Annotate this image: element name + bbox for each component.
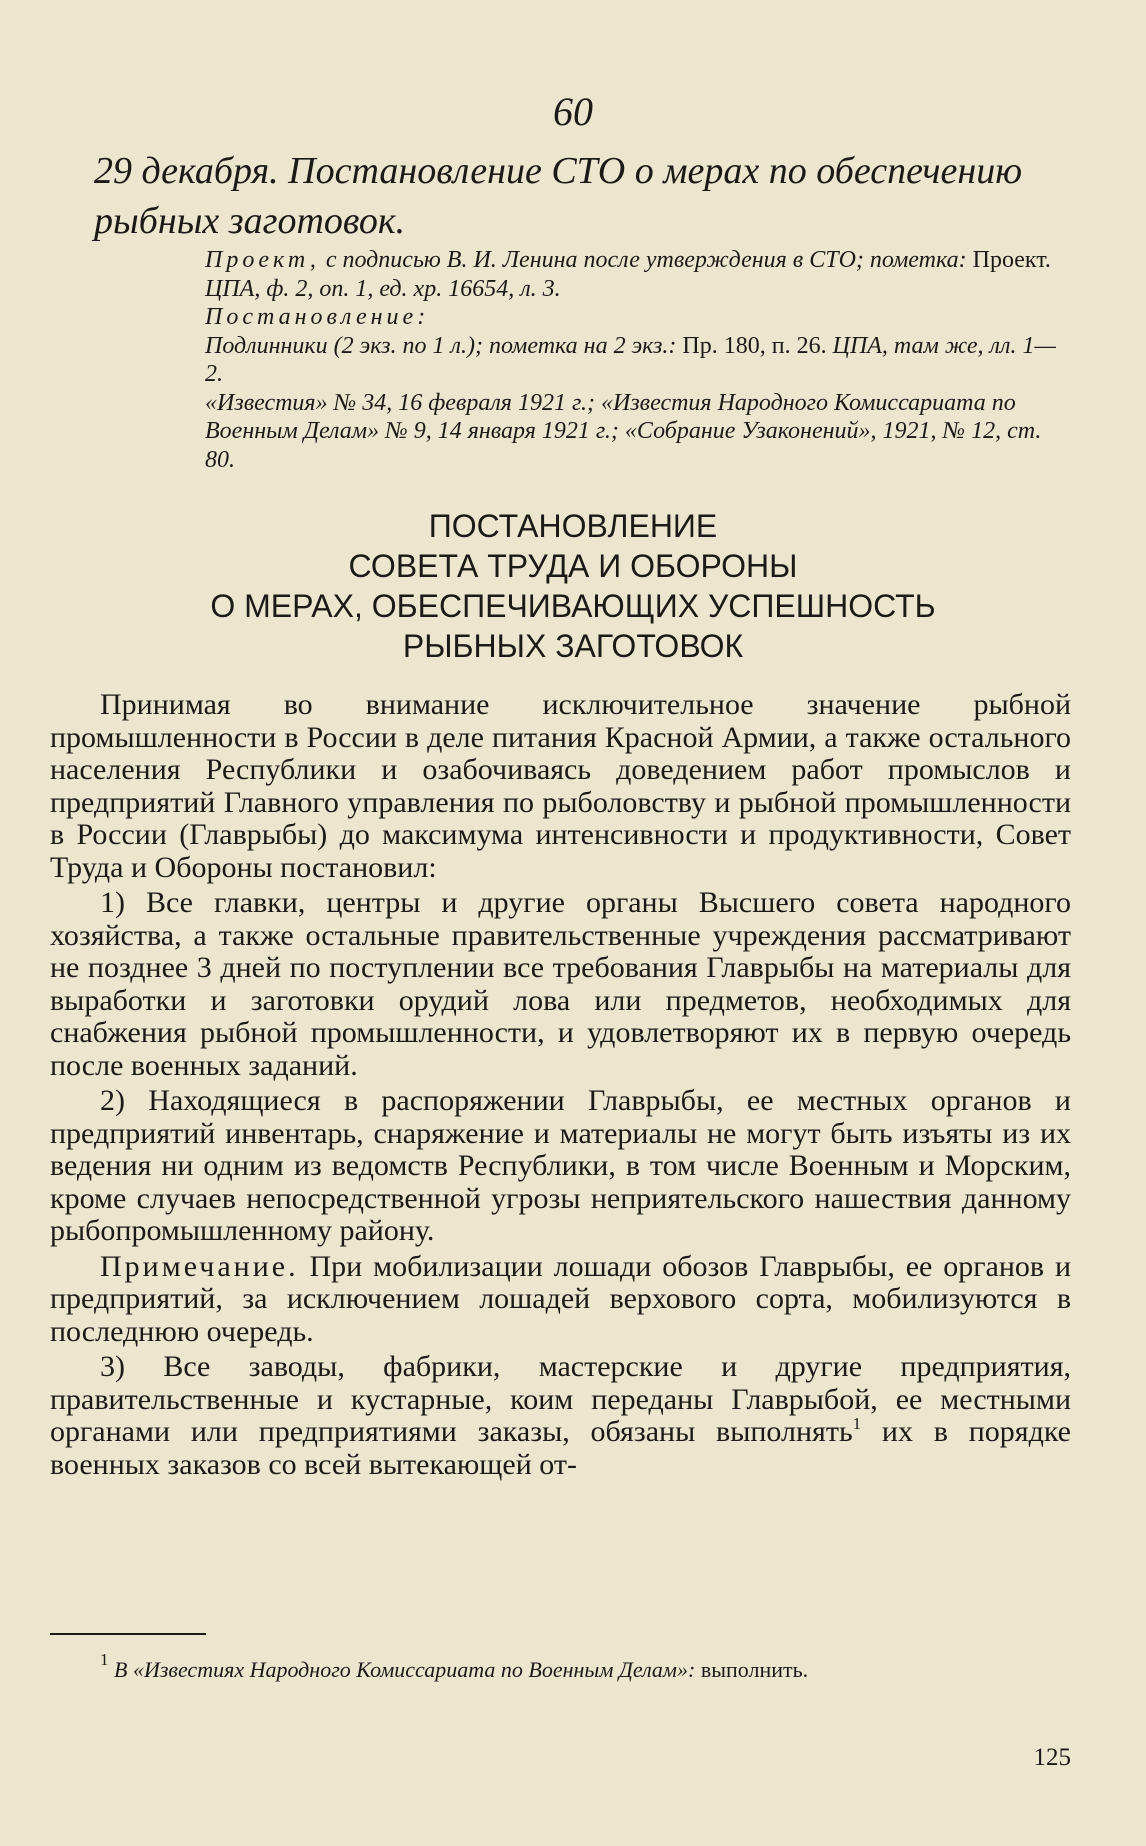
source-publications: «Известия» № 34, 16 февраля 1921 г.; «Известия Народного Комиссариата по Военным Делам» № 9, 14 января 1921 г.; «Собрание Узаконений», 1921, № 12, ст. 80. [205,389,1042,473]
document-number: 60 [553,89,593,134]
paragraph-3-start: 3) Все заводы, фабрики, мастерские и другие предприятия, правительственные и кустарные, коим переданы Главрыбой, ее местными органами или предприятиями заказы, обязаны выполнять [50,1350,1071,1448]
paragraph-3-end: их в порядке военных заказов со всей вытекающей от- [50,1415,1071,1481]
resolution-title [0,506,1146,666]
footnote-italic: В «Известиях Народного Комиссариата по Военным Делам»: [114,1657,696,1682]
source-notes [205,246,1071,474]
title-line-2: СОВЕТА ТРУДА И ОБОРОНЫ [348,548,798,584]
source-resolution-label: Постановление: [205,304,430,330]
note-label: Примечание. [100,1249,299,1283]
footnote [50,1650,1071,1684]
paragraph-3 [50,1351,1071,1481]
title-line-4: РЫБНЫХ ЗАГОТОВОК [402,628,744,664]
source-originals-text: Подлинники (2 экз. по 1 л.); пометка на 2 экз.: [205,332,677,359]
paragraph-2: 2) Находящиеся в распоряжении Главрыбы, ее местных органов и предприятий инвентарь, снаряжение и материалы не могут быть изъяты из их ведения ни одним из ведомств Республики, в том числе Военным и Морским, кроме случаев непосредственной угрозы неприятельского нашествия данному рыбопромышленному району. [50,1084,1071,1247]
resolution-body [50,689,1071,1481]
footnote-divider [50,1633,206,1635]
source-originals-note: Пр. 180, п. 26. [682,332,827,359]
paragraph-1: 1) Все главки, центры и другие органы Высшего совета народного хозяйства, а также остальные правительственные учреждения рассматривают не позднее 3 дней по поступлении все требования Главрыбы на материалы для выработки и заготовки орудий лова или предметов, необходимых для снабжения рыбной промышленности, и удовлетворяют их в первую очередь после военных заданий. [50,886,1071,1082]
footnote-mark: 1 [100,1650,109,1669]
footnote-text: выполнить. [700,1657,809,1682]
title-line-3: О МЕРАХ, ОБЕСПЕЧИВАЮЩИХ УСПЕШНОСТЬ [210,588,936,624]
source-originals [205,332,1071,389]
title-line-1: ПОСТАНОВЛЕНИЕ [428,508,718,544]
source-originals-archive: ЦПА, там же, лл. 1—2. [205,332,1056,387]
paragraph-note [50,1251,1071,1349]
page-number: 125 [1033,1744,1071,1771]
paragraph-intro: Принимая во внимание исключительное значение рыбной промышленности в России в деле питания Красной Армии, а также остального населения Республики и озабочиваясь доведением работ промыслов и предприятий Главного управления по рыболовству и рыбной промышленности в России (Главрыбы) до максимума интенсивности и продуктивности, Совет Труда и Обороны постановил: [50,688,1071,884]
note-text: При мобилизации лошади обозов Главрыбы, ее органов и предприятий, за исключением лошадей верхового сорта, мобилизуются в последнюю очередь. [50,1249,1072,1348]
footnote-ref: 1 [852,1414,862,1433]
document-heading: 29 декабря. Постановление СТО о мерах по обеспечению рыбных заготовок. [94,150,1023,242]
source-draft [205,246,1071,303]
source-draft-note: Проект. [972,247,1051,273]
source-draft-archive: ЦПА, ф. 2, оп. 1, ед. хр. 16654, л. 3. [205,275,561,302]
source-draft-label: Проект, [205,247,320,273]
source-draft-text: с подписью В. И. Ленина после утверждения в СТО; пометка: [325,247,967,273]
